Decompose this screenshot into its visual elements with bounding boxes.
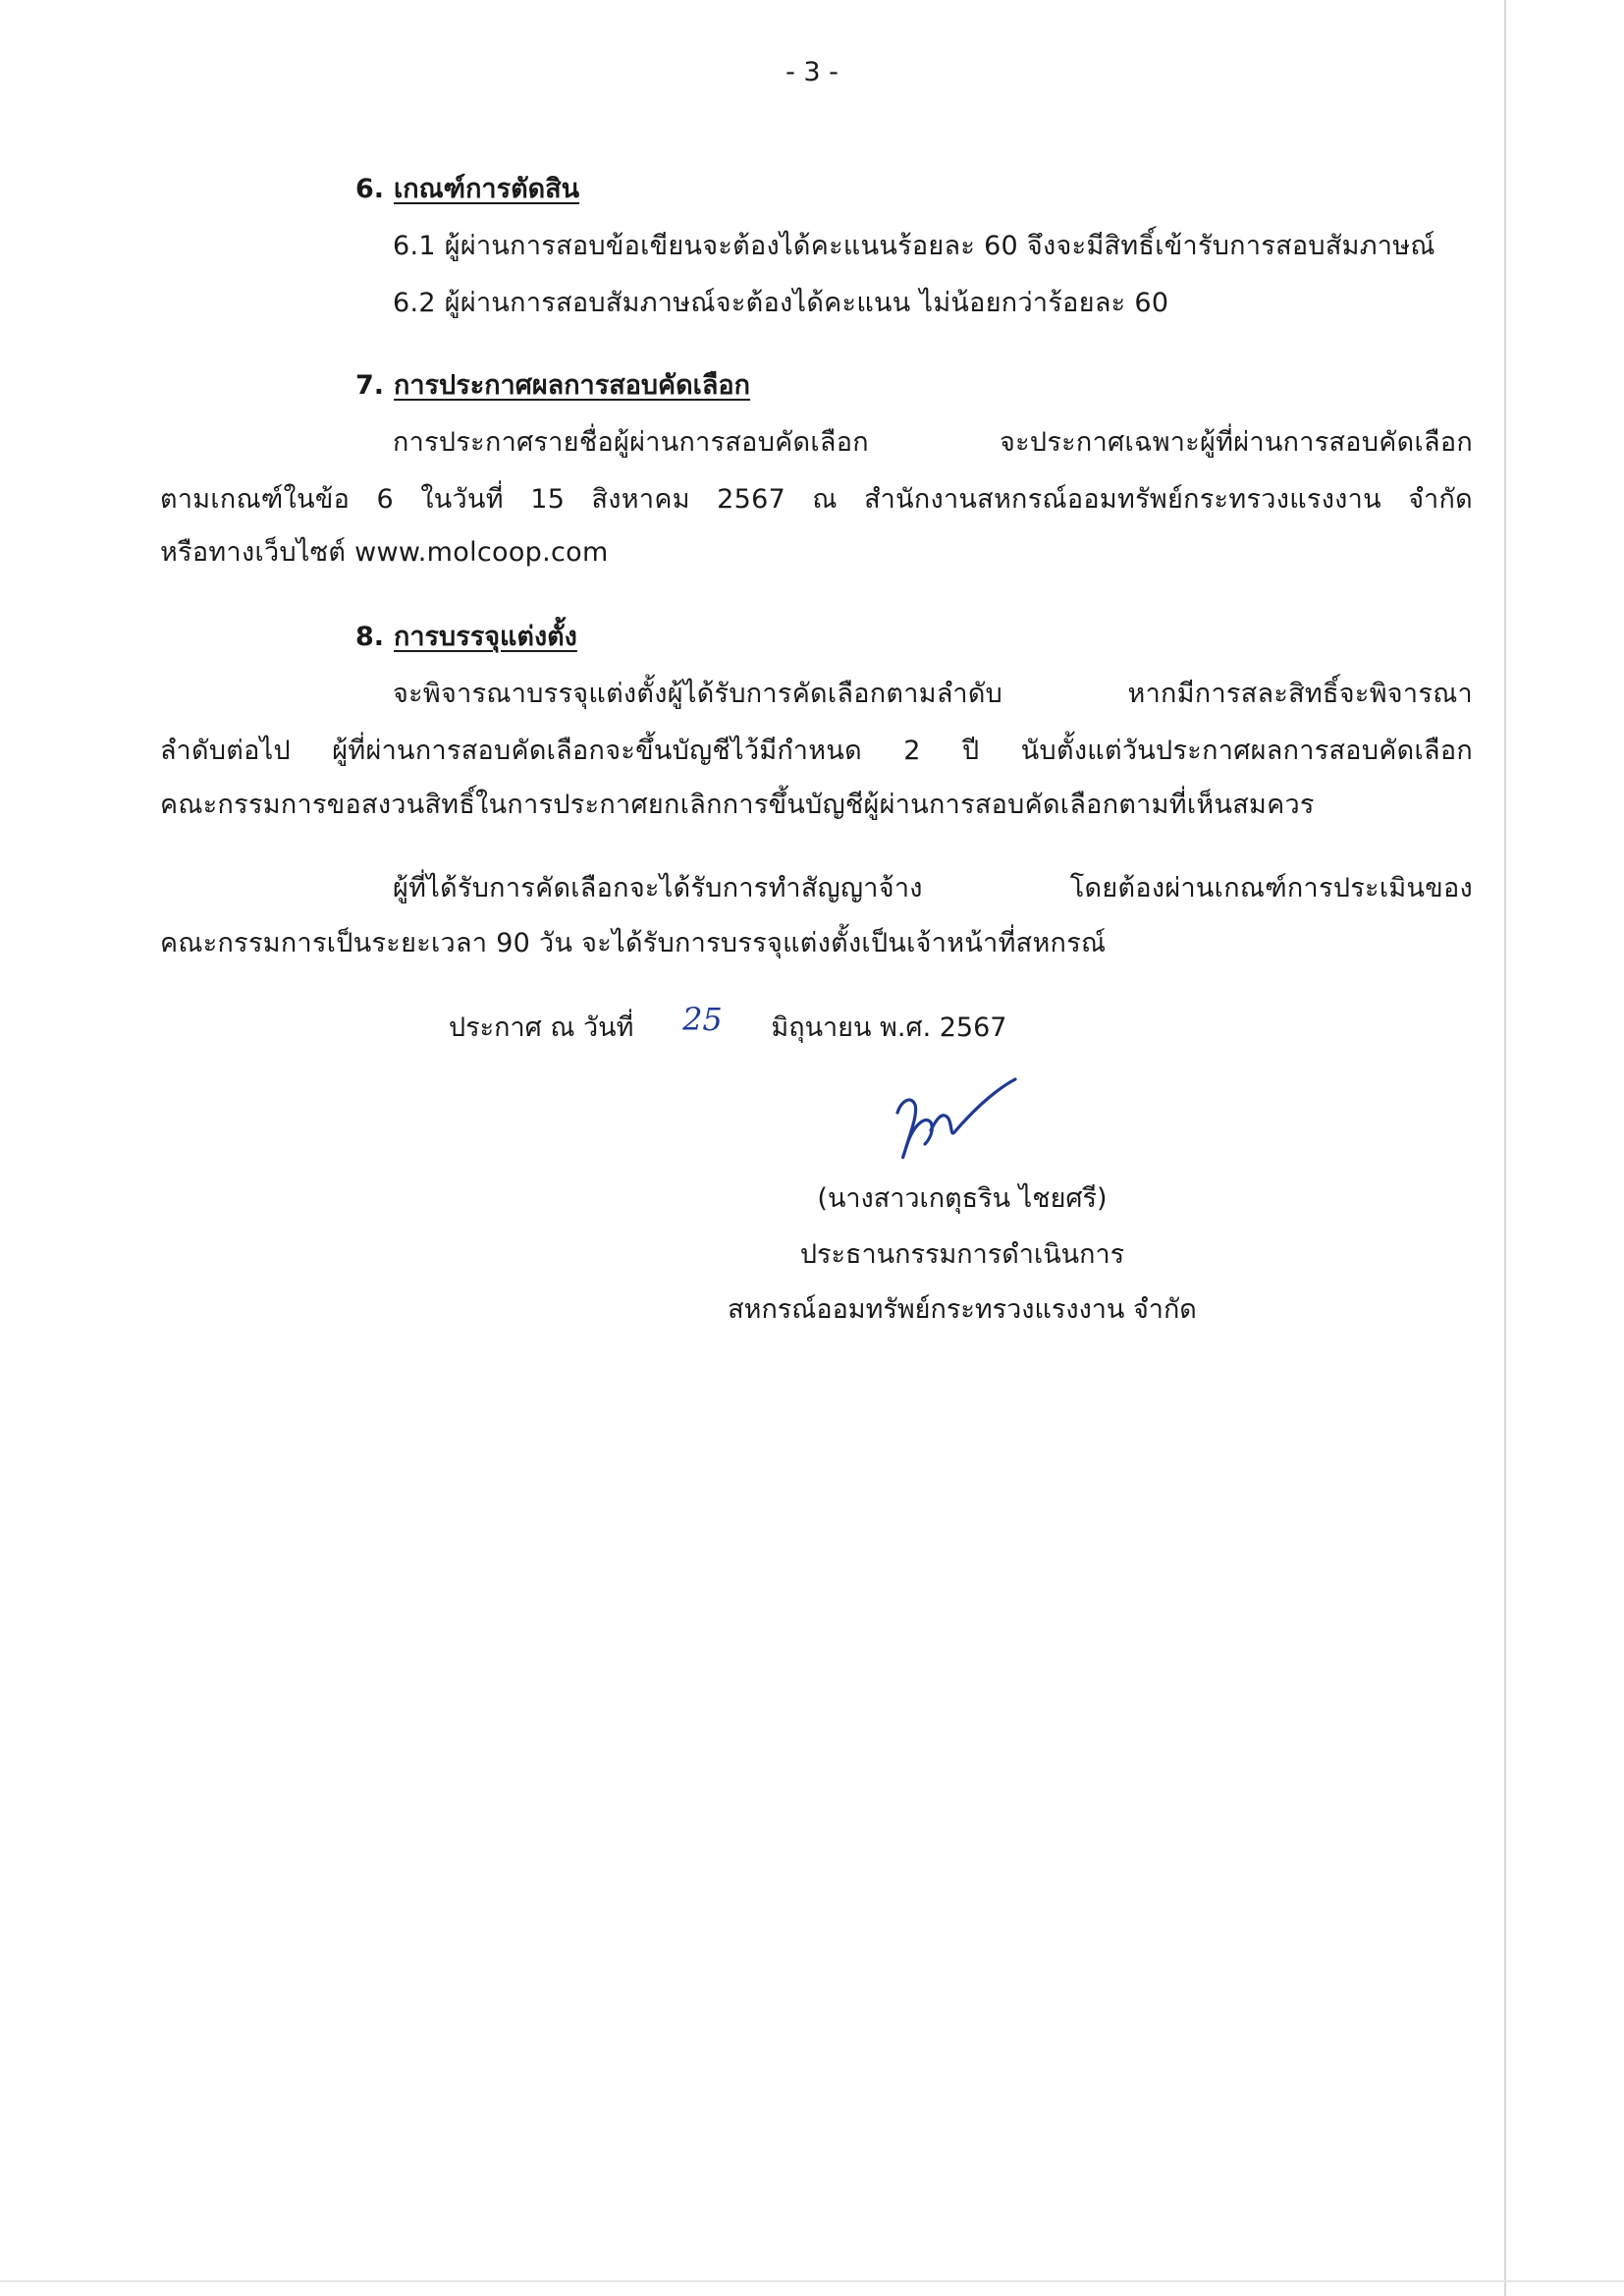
section-7-line-3: หรือทางเว็บไซต์ www.molcoop.com bbox=[160, 537, 609, 568]
section-7-heading bbox=[355, 363, 750, 406]
section-7-title: การประกาศผลการสอบคัดเลือก bbox=[394, 370, 750, 401]
announcement-prefix: ประกาศ ณ วันที่ bbox=[449, 1012, 634, 1043]
section-7-line-2: ตามเกณฑ์ในข้อ 6 ในวันที่ 15 สิงหาคม 2567 ณ สำนักงานสหกรณ์ออมทรัพย์กระทรวงแรงงาน จำกัด bbox=[160, 484, 1473, 515]
section-7-line-1: การประกาศรายชื่อผู้ผ่านการสอบคัดเลือก จะประกาศเฉพาะผู้ที่ผ่านการสอบคัดเลือก bbox=[393, 427, 1473, 458]
section-8-line-1: จะพิจารณาบรรจุแต่งตั้งผู้ได้รับการคัดเลือกตามลำดับ หากมีการสละสิทธิ์จะพิจารณา bbox=[393, 679, 1473, 709]
section-6-item-1: 6.1 ผู้ผ่านการสอบข้อเขียนจะต้องได้คะแนนร้อยละ 60 จึงจะมีสิทธิ์เข้ารับการสอบสัมภาษณ์ bbox=[393, 231, 1435, 261]
signatory-organization: สหกรณ์ออมทรัพย์กระทรวงแรงงาน จำกัด bbox=[728, 1294, 1197, 1325]
section-6-item-2: 6.2 ผู้ผ่านการสอบสัมภาษณ์จะต้องได้คะแนน ไม่น้อยกว่าร้อยละ 60 bbox=[393, 288, 1169, 318]
scan-edge-line bbox=[1504, 0, 1506, 2296]
page-number: - 3 - bbox=[785, 57, 839, 87]
signatory-position: ประธานกรรมการดำเนินการ bbox=[799, 1239, 1125, 1270]
section-8-heading bbox=[355, 615, 577, 657]
section-8-title: การบรรจุแต่งตั้ง bbox=[394, 622, 577, 652]
section-8-para2-line-2: คณะกรรมการเป็นระยะเวลา 90 วัน จะได้รับการบรรจุแต่งตั้งเป็นเจ้าหน้าที่สหกรณ์ bbox=[160, 928, 1107, 958]
signatory-name: (นางสาวเกตุธริน ไชยศรี) bbox=[817, 1183, 1108, 1214]
handwritten-day: 25 bbox=[682, 1001, 723, 1038]
section-8-para2-line-1: ผู้ที่ได้รับการคัดเลือกจะได้รับการทำสัญญาจ้าง โดยต้องผ่านเกณฑ์การประเมินของ bbox=[393, 873, 1473, 903]
announcement-suffix: มิถุนายน พ.ศ. 2567 bbox=[771, 1012, 1007, 1043]
scan-bottom-line bbox=[0, 2280, 1624, 2282]
section-6-title: เกณฑ์การตัดสิน bbox=[394, 174, 580, 204]
signature-image bbox=[872, 1075, 1019, 1164]
announcement-date bbox=[449, 1001, 1007, 1048]
section-7-number: 7. bbox=[355, 370, 385, 401]
section-6-number: 6. bbox=[355, 174, 385, 204]
section-6-heading bbox=[355, 167, 579, 209]
section-8-line-2: ลำดับต่อไป ผู้ที่ผ่านการสอบคัดเลือกจะขึ้นบัญชีไว้มีกำหนด 2 ปี นับตั้งแต่วันประกาศผลการสอบคัดเลือก bbox=[160, 736, 1473, 766]
section-8-number: 8. bbox=[355, 622, 385, 652]
section-8-line-3: คณะกรรมการขอสงวนสิทธิ์ในการประกาศยกเลิกการขึ้นบัญชีผู้ผ่านการสอบคัดเลือกตามที่เห็นสมควร bbox=[160, 790, 1315, 820]
